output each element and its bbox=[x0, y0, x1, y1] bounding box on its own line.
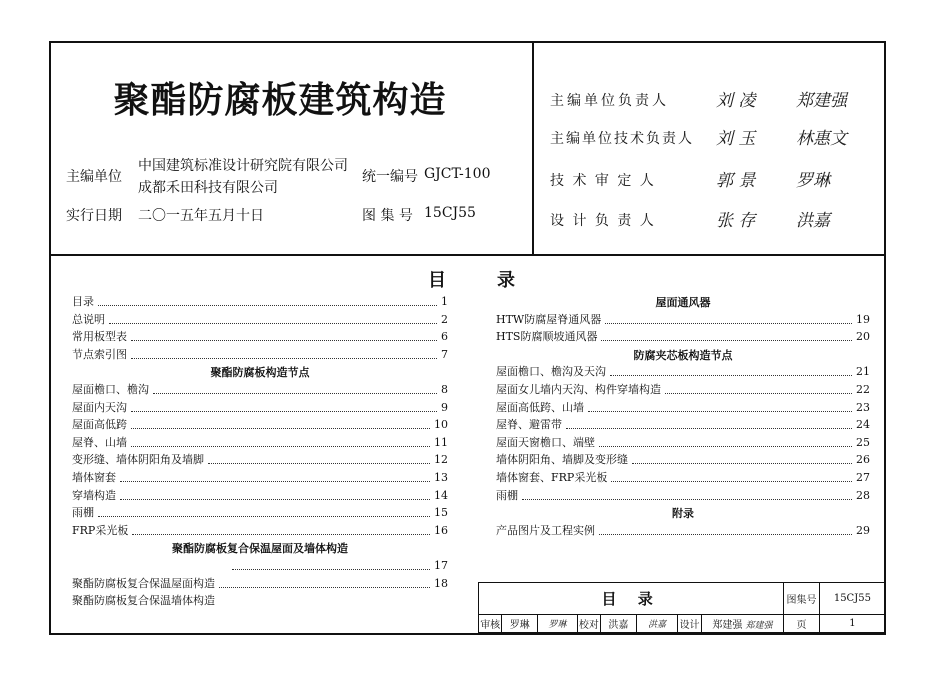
toc-section-heading: 防腐夹芯板构造节点 bbox=[633, 348, 733, 362]
toc-leader-dots bbox=[232, 568, 430, 570]
toc-leader-dots bbox=[610, 374, 852, 376]
designer-name-and-signature bbox=[701, 615, 783, 633]
toc-entry[interactable] bbox=[72, 433, 448, 450]
toc-leader-dots bbox=[131, 445, 430, 447]
toc-entry[interactable] bbox=[72, 345, 448, 362]
page-number: 1 bbox=[819, 615, 885, 633]
toc-leader-dots bbox=[219, 586, 430, 588]
toc-entry-title: 聚酯防腐板复合保温屋面构造 bbox=[72, 576, 215, 590]
toc-entry-title: 屋面女儿墙内天沟、构件穿墙构造 bbox=[496, 383, 661, 396]
toc-entry[interactable] bbox=[72, 521, 448, 538]
toc-entry-page: 17 bbox=[434, 559, 448, 572]
responsible-sig-1b: 郑建强 bbox=[796, 91, 847, 111]
toc-entry[interactable] bbox=[496, 468, 870, 485]
toc-entry[interactable] bbox=[72, 327, 448, 344]
toc-leader-dots bbox=[120, 498, 430, 500]
toc-leader-dots bbox=[601, 339, 852, 341]
toc-leader-dots bbox=[566, 427, 852, 429]
toc-leader-dots bbox=[131, 427, 430, 429]
toc-entry-title: HTW防腐屋脊通风器 bbox=[496, 312, 602, 326]
toc-entry-page: 7 bbox=[441, 347, 448, 361]
toc-entry-title: 屋脊、避雷带 bbox=[496, 418, 562, 432]
toc-leader-dots bbox=[132, 533, 430, 535]
toc-entry-page: 21 bbox=[856, 365, 870, 379]
title-block-atlas-label: 图集号 bbox=[784, 583, 820, 615]
toc-entry[interactable] bbox=[72, 450, 448, 467]
toc-entry-title: FRP采光板 bbox=[72, 523, 129, 537]
toc-leader-dots bbox=[208, 462, 430, 464]
toc-title-right: 录 bbox=[497, 270, 515, 291]
toc-entry-page: 10 bbox=[434, 418, 448, 432]
toc-entry-page: 26 bbox=[856, 453, 870, 467]
atlas-no: 15CJ55 bbox=[424, 205, 476, 221]
designer-signature: 郑建强 bbox=[745, 621, 773, 631]
toc-entry[interactable] bbox=[496, 415, 870, 432]
toc-entry[interactable] bbox=[496, 362, 870, 379]
toc-entry[interactable] bbox=[496, 380, 870, 397]
atlas-title: 聚酯防腐板建筑构造 bbox=[113, 80, 447, 121]
toc-leader-dots bbox=[98, 515, 430, 517]
page-label: 页 bbox=[784, 615, 820, 633]
toc-entry-title: 变形缝、墙体阴阳角及墙脚 bbox=[72, 453, 204, 467]
toc-entry[interactable] bbox=[72, 380, 448, 397]
toc-leader-dots bbox=[131, 357, 437, 359]
toc-entry[interactable] bbox=[72, 292, 448, 309]
unified-no: GJCT-100 bbox=[424, 166, 491, 182]
toc-entry-page: 6 bbox=[441, 330, 448, 344]
toc-entry-title: 聚酯防腐板复合保温墙体构造 bbox=[72, 594, 215, 608]
toc-entry-title: 屋面檐口、檐沟及天沟 bbox=[496, 365, 606, 379]
toc-entry-title: 产品图片及工程实例 bbox=[496, 523, 595, 537]
toc-entry-title: 屋面高低跨 bbox=[72, 418, 127, 432]
toc-entry-title: 总说明 bbox=[72, 312, 105, 326]
responsible-role-3: 技 术 审 定 人 bbox=[550, 173, 656, 189]
toc-entry-page: 28 bbox=[856, 488, 870, 502]
toc-entry[interactable] bbox=[496, 398, 870, 415]
toc-entry-title: 节点索引图 bbox=[72, 347, 127, 361]
toc-entry[interactable] bbox=[496, 310, 870, 327]
responsible-sig-3a: 郭 景 bbox=[716, 171, 756, 191]
toc-entry-title: 屋面天窗檐口、端壁 bbox=[496, 435, 595, 449]
toc-entry-page: 23 bbox=[856, 400, 870, 414]
toc-title-left: 目 bbox=[428, 270, 446, 291]
toc-entry-page: 29 bbox=[856, 523, 870, 537]
toc-entry-page: 9 bbox=[441, 400, 448, 414]
toc-entry[interactable] bbox=[496, 433, 870, 450]
toc-entry-page: 19 bbox=[856, 312, 870, 326]
toc-leader-dots bbox=[599, 533, 852, 535]
responsible-sig-4a: 张 存 bbox=[716, 211, 756, 231]
toc-entry-page: 8 bbox=[441, 383, 448, 396]
toc-leader-dots bbox=[605, 322, 852, 324]
responsible-role-2: 主编单位技术负责人 bbox=[550, 131, 694, 147]
toc-entry-title: 目录 bbox=[72, 295, 94, 308]
toc-leader-dots bbox=[665, 392, 852, 394]
chief-unit-label: 主编单位 bbox=[66, 169, 122, 185]
toc-entry[interactable] bbox=[72, 556, 448, 573]
responsible-sig-1a: 刘 凌 bbox=[716, 91, 756, 111]
header-vdivider bbox=[532, 41, 534, 255]
reviewer-name: 罗琳 bbox=[502, 615, 538, 633]
toc-entry-page: 13 bbox=[434, 471, 448, 484]
reviewer-signature: 罗琳 bbox=[538, 615, 578, 633]
toc-entry-title: 常用板型表 bbox=[72, 330, 127, 344]
toc-leader-dots bbox=[522, 498, 852, 500]
toc-leader-dots bbox=[588, 410, 852, 412]
toc-entry-title: 屋脊、山墙 bbox=[72, 435, 127, 449]
toc-entry-page: 18 bbox=[434, 576, 448, 590]
toc-entry-page: 22 bbox=[856, 383, 870, 396]
title-block bbox=[478, 582, 886, 633]
designer-name: 郑建强 bbox=[712, 620, 743, 631]
toc-entry-page: 12 bbox=[434, 453, 448, 467]
toc-entry-page: 14 bbox=[434, 488, 448, 502]
toc-entry-title: 雨棚 bbox=[72, 506, 94, 520]
toc-entry[interactable] bbox=[72, 574, 448, 591]
toc-entry[interactable] bbox=[72, 398, 448, 415]
toc-entry[interactable] bbox=[72, 415, 448, 432]
toc-entry-title: 墙体阴阳角、墙脚及变形缝 bbox=[496, 453, 628, 467]
toc-leader-dots bbox=[98, 304, 437, 306]
toc-entry[interactable] bbox=[496, 327, 870, 344]
unified-no-label: 统一编号 bbox=[362, 169, 418, 185]
toc-entry[interactable] bbox=[72, 310, 448, 327]
toc-leader-dots bbox=[120, 480, 430, 482]
design-label: 设计 bbox=[678, 615, 701, 633]
toc-entry-page: 20 bbox=[856, 330, 870, 344]
toc-entry[interactable] bbox=[496, 450, 870, 467]
toc-section-heading: 附录 bbox=[672, 507, 694, 521]
responsible-role-4: 设 计 负 责 人 bbox=[550, 213, 656, 229]
toc-entry-title: 雨棚 bbox=[496, 488, 518, 502]
toc-entry-page: 2 bbox=[441, 312, 448, 326]
toc-leader-dots bbox=[131, 339, 437, 341]
toc-entry-title: 屋面内天沟 bbox=[72, 400, 127, 414]
toc-entry[interactable] bbox=[72, 486, 448, 503]
proofer-signature: 洪嘉 bbox=[636, 615, 678, 633]
toc-leader-dots bbox=[131, 410, 437, 412]
toc-leader-dots bbox=[611, 480, 852, 482]
toc-leader-dots bbox=[632, 462, 852, 464]
chief-unit-2: 成都禾田科技有限公司 bbox=[138, 180, 278, 196]
toc-entry[interactable] bbox=[496, 486, 870, 503]
toc-entry[interactable] bbox=[72, 591, 448, 608]
chief-unit-1: 中国建筑标准设计研究院有限公司 bbox=[138, 158, 348, 174]
atlas-no-label: 图 集 号 bbox=[362, 208, 413, 224]
toc-entry-title: HTS防腐顺坡通风器 bbox=[496, 330, 598, 344]
toc-entry-page: 11 bbox=[434, 435, 448, 449]
title-block-name: 目 录 bbox=[479, 583, 784, 615]
proof-label: 校对 bbox=[577, 615, 600, 633]
toc-entry[interactable] bbox=[72, 468, 448, 485]
toc-entry-page: 25 bbox=[856, 435, 870, 449]
review-label: 审核 bbox=[479, 615, 502, 633]
toc-entry-title: 屋面高低跨、山墙 bbox=[496, 400, 584, 414]
toc-section-heading: 聚酯防腐板复合保温屋面及墙体构造 bbox=[172, 542, 348, 556]
impl-date: 二〇一五年五月十日 bbox=[138, 208, 264, 224]
proofer-name: 洪嘉 bbox=[601, 615, 637, 633]
toc-entry-page: 24 bbox=[856, 418, 870, 432]
responsible-sig-2a: 刘 玉 bbox=[716, 129, 756, 149]
responsible-sig-2b: 林惠文 bbox=[796, 129, 847, 149]
toc-entry-page: 16 bbox=[434, 523, 448, 537]
toc-entry[interactable] bbox=[72, 503, 448, 520]
toc-section-heading: 聚酯防腐板构造节点 bbox=[210, 366, 310, 380]
toc-entry-page: 1 bbox=[441, 295, 448, 308]
toc-entry-title: 墙体窗套 bbox=[72, 471, 116, 484]
toc-entry-title: 屋面檐口、檐沟 bbox=[72, 383, 149, 396]
toc-section-heading: 屋面通风器 bbox=[655, 296, 711, 309]
toc-entry-title: 穿墙构造 bbox=[72, 488, 116, 502]
toc-entry-page: 27 bbox=[856, 471, 870, 484]
toc-leader-dots bbox=[599, 445, 852, 447]
responsible-role-1: 主编单位负责人 bbox=[550, 93, 669, 109]
toc-leader-dots bbox=[109, 322, 437, 324]
title-block-atlas-no: 15CJ55 bbox=[819, 583, 885, 615]
responsible-sig-3b: 罗琳 bbox=[796, 171, 830, 191]
toc-entry-title: 墙体窗套、FRP采光板 bbox=[496, 471, 608, 484]
toc-entry-page: 15 bbox=[434, 506, 448, 520]
responsible-sig-4b: 洪嘉 bbox=[796, 211, 830, 231]
toc-entry[interactable] bbox=[496, 521, 870, 538]
impl-date-label: 实行日期 bbox=[66, 208, 122, 224]
toc-leader-dots bbox=[153, 392, 437, 394]
header-divider bbox=[49, 254, 886, 256]
